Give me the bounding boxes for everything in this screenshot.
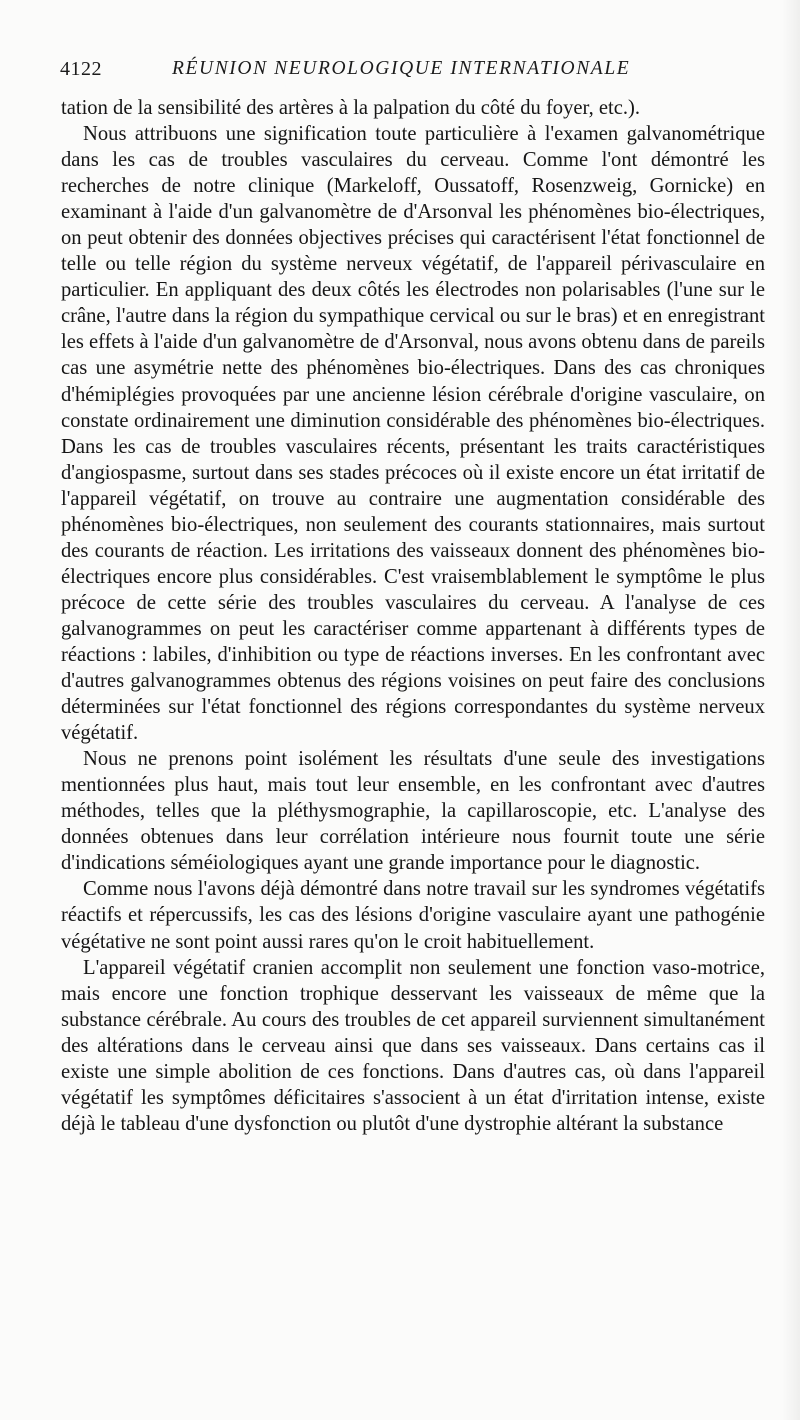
- body-text: [61, 95, 765, 1137]
- paragraph-galvanometric-exam: Nous attribuons une signification toute particulière à l'examen galvanométrique dans les cas de troubles vasculaires du cerveau. Comme l'ont démontré les recherches de notre clinique (Markeloff, Oussatoff, Rosenzweig, Gornicke) en examinant à l'aide d'un galvanomètre de d'Arsonval les phénomènes bio-électriques, on peut obtenir des données objectives précises qui caractérisent l'état fonctionnel de telle ou telle région du système nerveux végétatif, de l'appareil périvasculaire en particulier. En appliquant des deux côtés les électrodes non polarisables (l'une sur le crâne, l'autre dans la région du sympathique cervical ou sur le bras) et en enregistrant les effets à l'aide d'un galvanomètre de d'Arsonval, nous avons obtenu dans de pareils cas une asymétrie nette des phénomènes bio-électriques. Dans des cas chroniques d'hémiplégies provoquées par une ancienne lésion cérébrale d'origine vasculaire, on constate ordinairement une diminution considérable des phénomènes bio-électriques. Dans les cas de troubles vasculaires récents, présentant les traits caractéristiques d'angiospasme, surtout dans ses stades précoces où il existe encore un état irritatif de l'appareil végétatif, on trouve au contraire une augmentation considérable des phénomènes bio-électriques, non seulement des courants stationnaires, mais surtout des courants de réaction. Les irritations des vaisseaux donnent des phénomènes bio-électriques encore plus considérables. C'est vraisemblablement le symptôme le plus précoce de cette série des troubles vasculaires du cerveau. A l'analyse de ces galvanogrammes on peut les caractériser comme appartenant à différents types de réactions : labiles, d'inhibition ou type de réactions inverses. En les confrontant avec d'autres galvanogrammes obtenus des régions voisines on peut faire des conclusions déterminées sur l'état fonctionnel des régions correspondantes du système nerveux végétatif.: [61, 123, 765, 745]
- running-header: [60, 58, 765, 86]
- paragraph-continuation: tation de la sensibilité des artères à la palpation du côté du foyer, etc.).: [61, 97, 641, 119]
- paragraph-investigations: Nous ne prenons point isolément les résultats d'une seule des investigations mentionnées plus haut, mais tout leur ensemble, en les confrontant avec d'autres méthodes, telles que la pléthysmographie, la capillaroscopie, etc. L'analyse des données obtenues dans leur corrélation intérieure nous fournit toute une série d'indications séméiologiques ayant une grande importance pour le diagnostic.: [61, 748, 765, 875]
- page-edge-shadow: [782, 0, 800, 1420]
- paragraph-vegetative-syndromes: Comme nous l'avons déjà démontré dans notre travail sur les syndromes végétatifs réactifs et répercussifs, les cas des lésions d'origine vasculaire ayant une pathogénie végétative ne sont point aussi rares qu'on le croit habituellement.: [61, 878, 765, 953]
- journal-title: RÉUNION NEUROLOGIQUE INTERNATIONALE: [172, 58, 631, 79]
- paragraph-cranial-vegetative-apparatus: L'appareil végétatif cranien accomplit non seulement une fonction vaso-motrice, mais encore une fonction trophique desservant les vaisseaux de même que la substance cérébrale. Au cours des troubles de cet appareil surviennent simultanément des altérations dans le cerveau ainsi que dans ses vaisseaux. Dans certains cas il existe une simple abolition de ces fonctions. Dans d'autres cas, où dans l'appareil végétatif les symptômes déficitaires s'associent à un état d'irritation intense, existe déjà le tableau d'une dysfonction ou plutôt d'une dystrophie altérant la substance: [61, 956, 765, 1135]
- page-number: 4122: [60, 58, 102, 80]
